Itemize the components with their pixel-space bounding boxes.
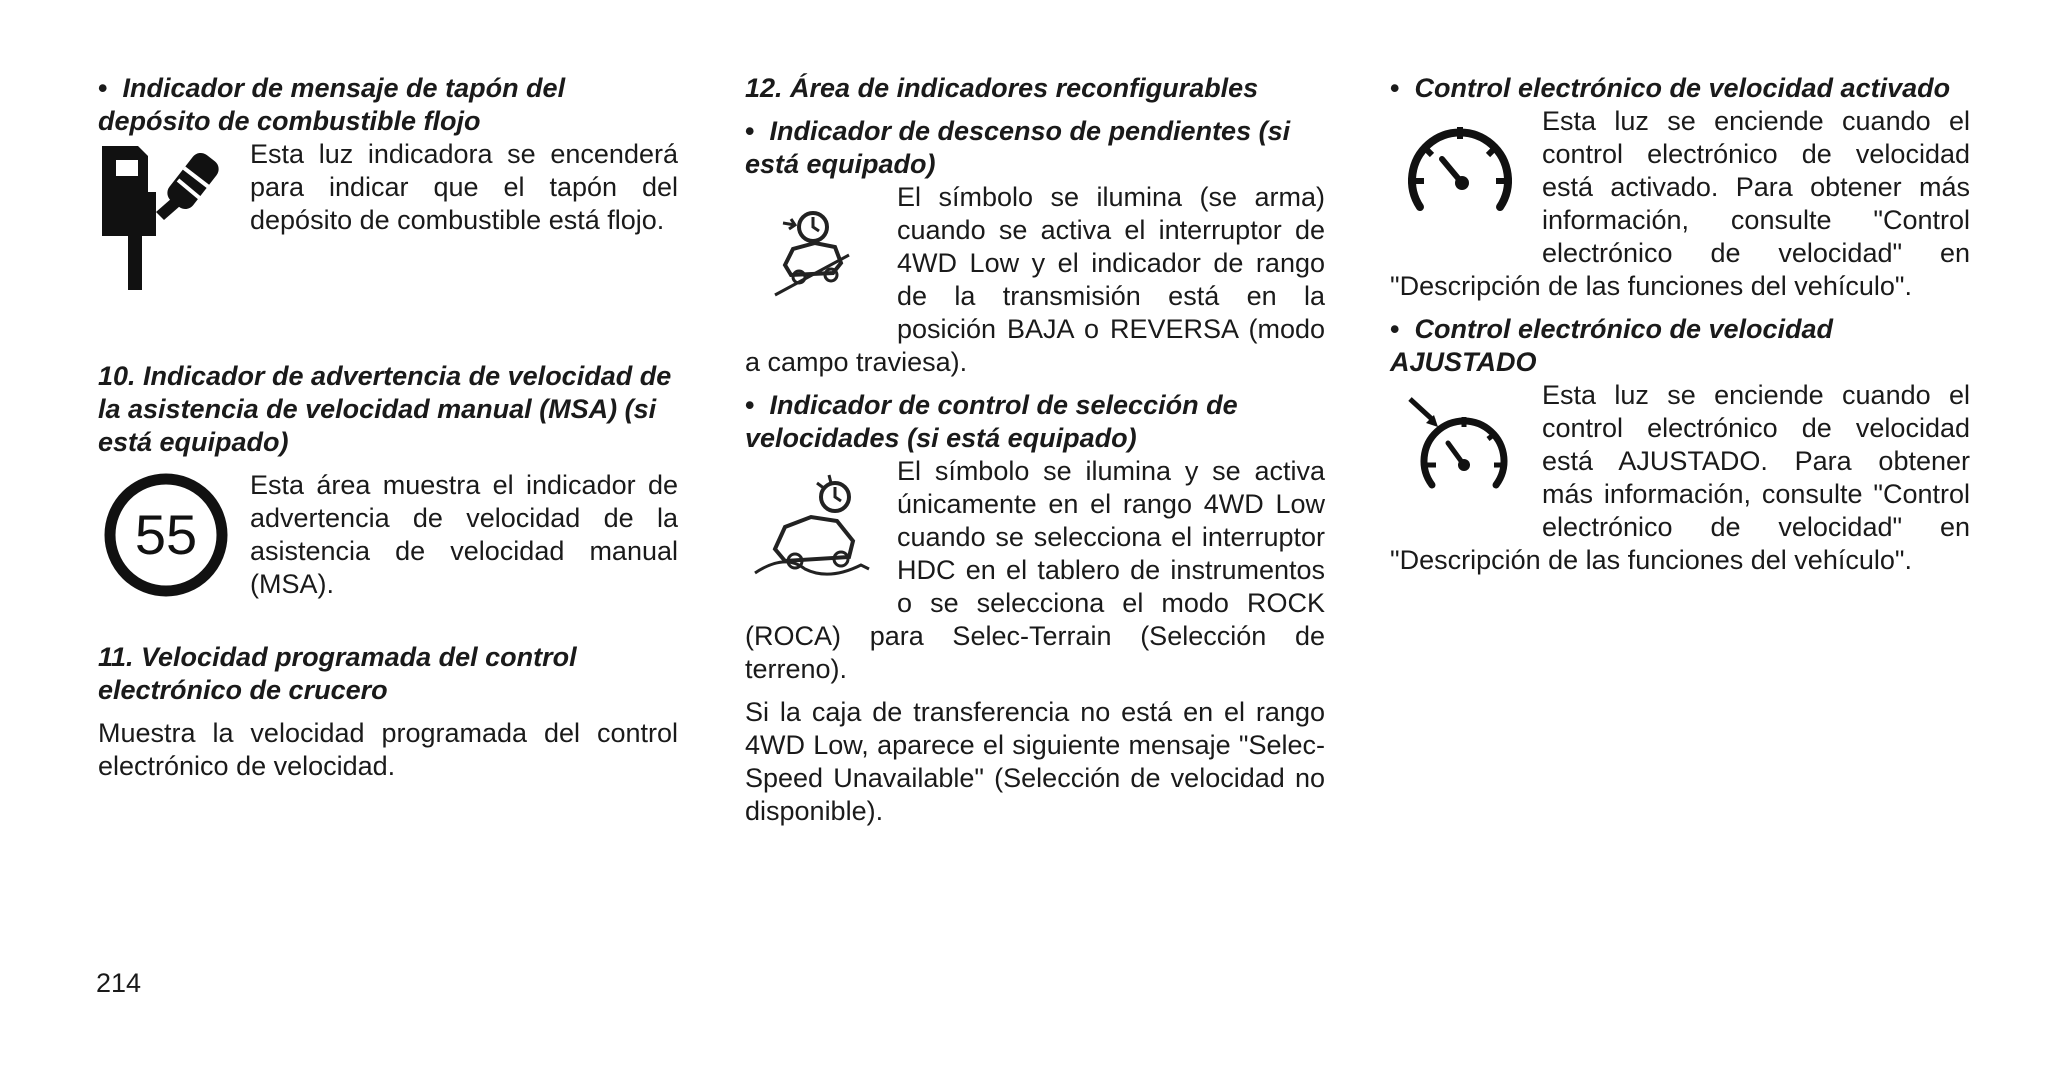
hill-descent-icon [745,183,885,333]
speedometer-icon [1390,107,1530,237]
selec-speed-text: El símbolo se ilumina y se activa únicamente en el rango 4WD Low cuando se selecciona el interruptor HDC en el tablero de instrumentos o se selecciona el modo ROCK (ROCA) para Selec-Terrain (Selección de terreno). [745,456,1325,684]
column-2 [745,72,1325,828]
speed-limit-55-icon [98,471,238,601]
column-3 [1390,72,1970,577]
selec-speed-heading: • Indicador de control de selección de velocidades (si está equipado) [745,389,1325,455]
speed-control-activated-heading: • Control electrónico de velocidad activado [1390,72,1970,105]
page-number: 214 [96,968,142,998]
speedometer-set-icon [1390,381,1530,511]
speed-control-activated-text: Esta luz se enciende cuando el control electrónico de velocidad está activado. Para obtener más información, consulte "Control electrónico de velocidad" en "Descripción de las funciones del vehículo". [1390,106,1970,301]
hill-descent-heading: • Indicador de descenso de pendientes (si está equipado) [745,115,1325,181]
selec-speed-icon [745,457,885,607]
cruise-heading: 11. Velocidad programada del control electrónico de crucero [98,642,577,705]
msa-text: Esta área muestra el indicador de advertencia de velocidad de la asistencia de velocidad manual (MSA). [250,470,678,599]
fuel-cap-icon [98,140,238,290]
speed-control-set-heading: • Control electrónico de velocidad AJUSTADO [1390,313,1970,379]
fuel-cap-text: Esta luz indicadora se encenderá para indicar que el tapón del depósito de combustible está flojo. [250,139,678,235]
msa-heading: 10. Indicador de advertencia de velocidad de la asistencia de velocidad manual (MSA) (si está equipado) [98,361,672,457]
reconfigurable-area-heading: 12. Área de indicadores reconfigurables [745,73,1259,103]
selec-speed-note: Si la caja de transferencia no está en el rango 4WD Low, aparece el siguiente mensaje "Selec-Speed Unavailable" (Selección de velocidad no disponible). [745,697,1325,826]
speed-limit-text: 55 [134,503,198,566]
cruise-text: Muestra la velocidad programada del control electrónico de velocidad. [98,718,678,781]
column-1 [98,72,678,783]
fuel-cap-heading: • Indicador de mensaje de tapón del depósito de combustible flojo [98,72,678,138]
hill-descent-text: El símbolo se ilumina (se arma) cuando se activa el interruptor de 4WD Low y el indicador de rango de la transmisión está en la posición BAJA o REVERSA (modo a campo traviesa). [745,182,1325,377]
speed-control-set-text: Esta luz se enciende cuando el control electrónico de velocidad está AJUSTADO. Para obtener más información, consulte "Control electrónico de velocidad" en "Descripción de las funciones del vehículo". [1390,380,1970,575]
